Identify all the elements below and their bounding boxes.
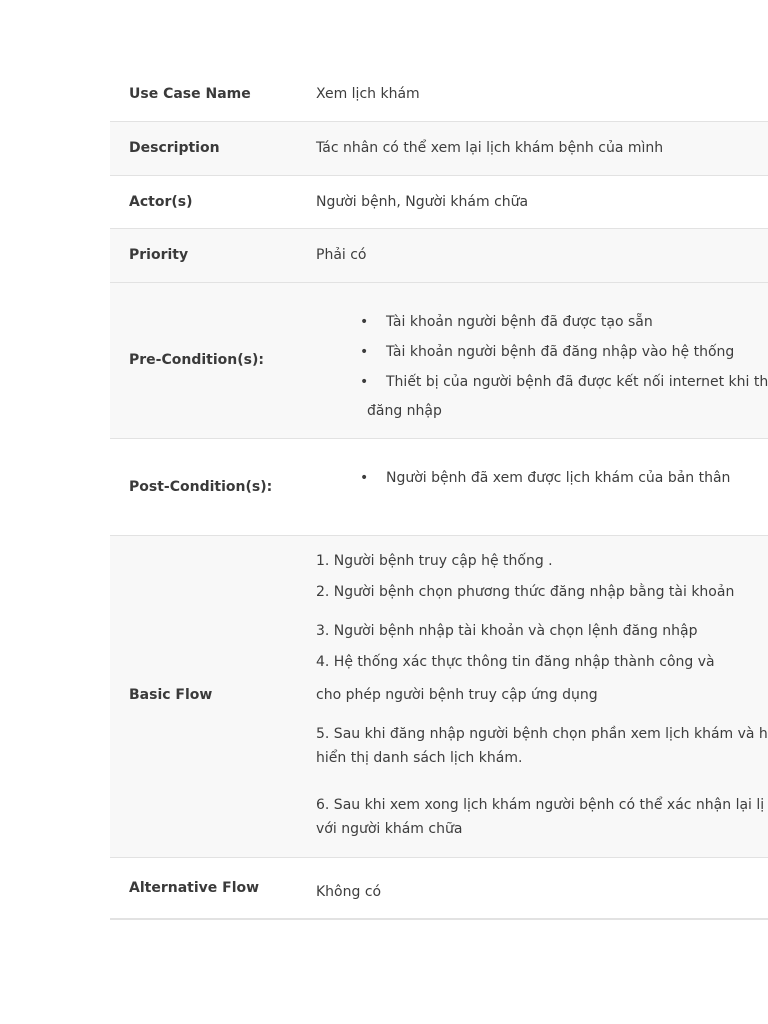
bullet-icon: • (360, 470, 369, 486)
row-basic-flow (110, 536, 768, 858)
basic-flow-step: với người khám chữa (316, 821, 463, 837)
post-conditions-label: Post-Condition(s): (129, 479, 273, 495)
basic-flow-step: 5. Sau khi đăng nhập người bệnh chọn phần xem lịch khám và h (316, 726, 768, 742)
use-case-name-value: Xem lịch khám (316, 86, 420, 102)
basic-flow-label: Basic Flow (129, 687, 213, 703)
priority-value: Phải có (316, 247, 367, 263)
actors-value: Người bệnh, Người khám chữa (316, 194, 529, 210)
alternative-flow-value: Không có (316, 884, 382, 900)
pre-condition-item: Tài khoản người bệnh đã được tạo sẵn (386, 314, 653, 330)
description-value: Tác nhân có thể xem lại lịch khám bệnh của mình (316, 140, 664, 156)
pre-condition-item: Tài khoản người bệnh đã đăng nhập vào hệ thống (386, 344, 735, 360)
row-use-case-name (110, 68, 768, 122)
description-label: Description (129, 140, 220, 156)
row-actors (110, 176, 768, 229)
post-condition-item: Người bệnh đã xem được lịch khám của bản thân (386, 470, 731, 486)
use-case-table (110, 68, 768, 920)
basic-flow-step: 1. Người bệnh truy cập hệ thống . (316, 553, 553, 569)
pre-condition-item: Thiết bị của người bệnh đã được kết nối internet khi th (386, 374, 768, 390)
basic-flow-step: 2. Người bệnh chọn phương thức đăng nhập bằng tài khoản (316, 584, 735, 600)
bullet-icon: • (360, 344, 369, 360)
basic-flow-step: 6. Sau khi xem xong lịch khám người bệnh có thể xác nhận lại lị (316, 797, 765, 813)
use-case-name-label: Use Case Name (129, 86, 251, 102)
row-post-conditions (110, 439, 768, 536)
basic-flow-step: cho phép người bệnh truy cập ứng dụng (316, 687, 598, 703)
pre-condition-continuation: đăng nhập (367, 403, 442, 419)
basic-flow-step: 4. Hệ thống xác thực thông tin đăng nhập thành công và (316, 654, 715, 670)
basic-flow-step: hiển thị danh sách lịch khám. (316, 750, 523, 766)
bullet-icon: • (360, 314, 369, 330)
row-description (110, 122, 768, 176)
row-priority (110, 229, 768, 283)
pre-conditions-label: Pre-Condition(s): (129, 352, 264, 368)
basic-flow-step: 3. Người bệnh nhập tài khoản và chọn lệnh đăng nhập (316, 623, 698, 639)
row-pre-conditions (110, 283, 768, 439)
priority-label: Priority (129, 247, 189, 263)
row-alternative-flow (110, 858, 768, 920)
alternative-flow-label: Alternative Flow (129, 880, 260, 896)
actors-label: Actor(s) (129, 194, 193, 210)
bullet-icon: • (360, 374, 369, 390)
